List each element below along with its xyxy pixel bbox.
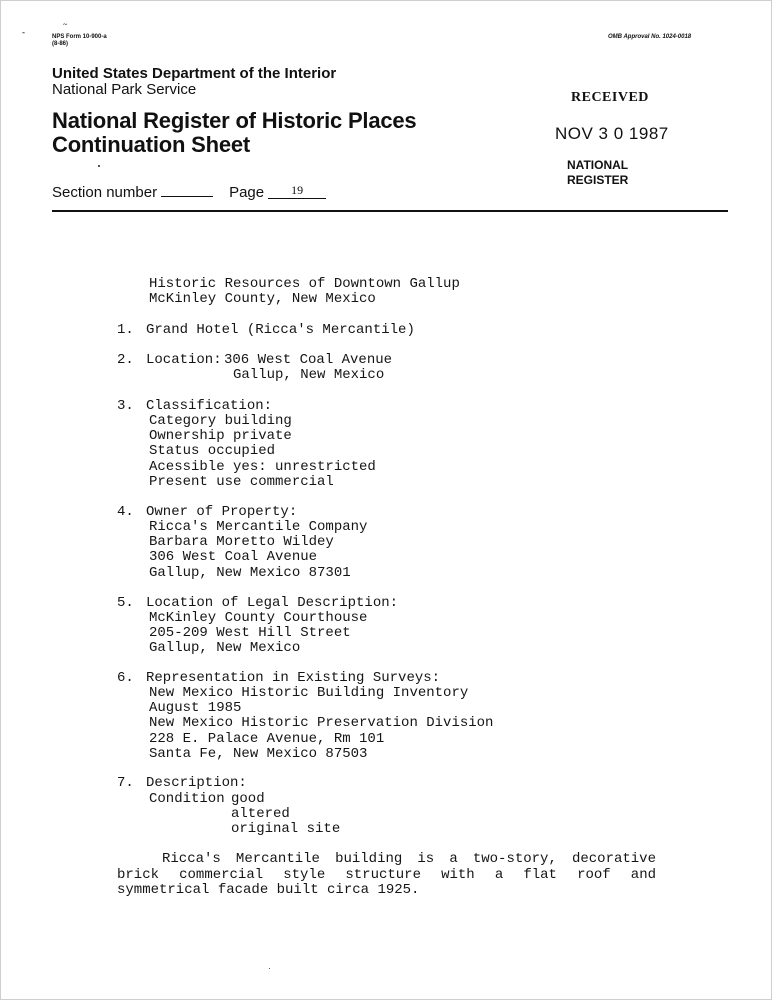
property-name: Grand Hotel (Ricca's Mercantile) (146, 322, 415, 338)
department-name: United States Department of the Interior (52, 65, 337, 82)
omb-approval: OMB Approval No. 1024-0018 (608, 34, 692, 40)
list-item: Santa Fe, New Mexico 87503 (149, 745, 368, 762)
list-item: 306 West Coal Avenue (149, 549, 318, 566)
list-item: Gallup, New Mexico (149, 640, 301, 657)
document-heading: Historic Resources of Downtown Gallup McKinley County, New Mexico (149, 276, 460, 308)
item-number: 5. (117, 595, 134, 611)
list-item: good (231, 791, 265, 807)
condition-label: Condition (149, 791, 225, 807)
list-item: 205-209 West Hill Street (149, 625, 351, 642)
scan-speck (269, 968, 270, 969)
list-item: New Mexico Historic Building Inventory (149, 685, 469, 701)
list-item: original site (231, 821, 341, 838)
list-item: Ownership private (149, 428, 292, 445)
legal-description-list (149, 611, 367, 657)
list-item: August 1985 (149, 700, 242, 717)
scan-mark: ~ (63, 20, 68, 29)
form-subtitle: Continuation Sheet (52, 132, 251, 157)
header-rule (52, 210, 728, 212)
page-number-field: 19 (268, 183, 326, 199)
service-name: National Park Service (52, 81, 197, 98)
list-item: altered (231, 806, 290, 823)
location-city: Gallup, New Mexico (233, 367, 385, 383)
condition-list (231, 792, 340, 838)
list-item: Ricca's Mercantile Company (149, 519, 368, 535)
stamp-national: NATIONAL (567, 158, 629, 172)
list-item: Status occupied (149, 443, 276, 460)
classification-list (149, 414, 376, 490)
received-stamp: RECEIVED (571, 90, 649, 105)
list-item: McKinley County Courthouse (149, 610, 368, 626)
form-title: National Register of Historic Places (52, 108, 417, 133)
section-page-row (52, 183, 326, 201)
location-address: 306 West Coal Avenue (224, 352, 393, 368)
item-number: 6. (117, 670, 134, 686)
stamp-register: REGISTER (567, 173, 629, 187)
surveys-label: Representation in Existing Surveys: (146, 670, 441, 686)
list-item: Present use commercial (149, 473, 334, 490)
location-label: Location: (146, 352, 222, 368)
paragraph-text: Ricca's Mercantile building is a two-story, decorative brick commercial style structure with a flat roof and symmetrical facade built circa 1925. (117, 851, 656, 898)
item-number: 2. (117, 352, 134, 368)
classification-label: Classification: (146, 398, 273, 414)
received-date: NOV 3 0 1987 (555, 124, 669, 143)
scan-mark: - (22, 27, 25, 37)
list-item: Barbara Moretto Wildey (149, 534, 334, 551)
owner-label: Owner of Property: (146, 504, 298, 520)
list-item: Category building (149, 413, 292, 429)
surveys-list (149, 686, 493, 762)
legal-description-label: Location of Legal Description: (146, 595, 399, 611)
list-item: 228 E. Palace Avenue, Rm 101 (149, 730, 385, 747)
list-item: New Mexico Historic Preservation Division (149, 715, 494, 732)
list-item: Acessible yes: unrestricted (149, 458, 376, 475)
page-label: Page (229, 184, 265, 201)
item-number: 1. (117, 322, 134, 338)
scan-speck (98, 165, 100, 167)
item-number: 4. (117, 504, 134, 520)
item-number: 7. (117, 775, 134, 791)
section-number-label: Section number (52, 184, 158, 201)
item-number: 3. (117, 398, 134, 414)
list-item: Gallup, New Mexico 87301 (149, 564, 351, 581)
description-label: Description: (146, 775, 247, 791)
description-paragraph (117, 852, 656, 899)
form-number: NPS Form 10-900-a (8-86) (52, 34, 107, 47)
owner-list (149, 520, 367, 581)
section-number-field (161, 184, 213, 197)
